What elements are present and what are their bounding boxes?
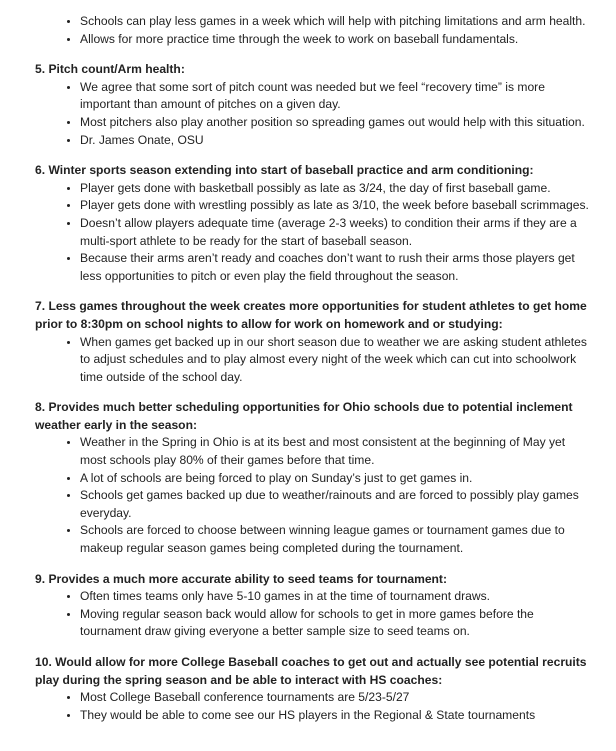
document-sections xyxy=(35,61,590,724)
numbered-section xyxy=(35,399,590,557)
section-bullet-list xyxy=(35,434,590,557)
section-bullet-list xyxy=(35,334,590,387)
bullet-item: • Because their arms aren’t ready and coaches don’t want to rush their arms those players get less opportunities to pitch or even play the field throughout the season. xyxy=(80,250,590,285)
bullet-item: • Moving regular season back would allow for schools to get in more games before the tournament draw giving everyone a better sample size to seed teams on. xyxy=(80,606,590,641)
bullet-item: • Schools are forced to choose between winning league games or tournament games due to makeup regular season games being completed during the tournament. xyxy=(80,522,590,557)
section-bullet-list xyxy=(35,180,590,286)
numbered-section xyxy=(35,298,590,386)
numbered-section xyxy=(35,654,590,724)
bullet-item: • Most College Baseball conference tournaments are 5/23-5/27 xyxy=(80,689,590,707)
section-bullet-list xyxy=(35,689,590,724)
section-bullet-list xyxy=(35,79,590,149)
intro-bullet-list xyxy=(35,13,590,48)
bullet-item: • Often times teams only have 5-10 games in at the time of tournament draws. xyxy=(80,588,590,606)
bullet-item: • Dr. James Onate, OSU xyxy=(80,132,590,150)
section-heading: 9. Provides a much more accurate ability to seed teams for tournament: xyxy=(35,571,447,586)
section-heading: 7. Less games throughout the week creates more opportunities for student athletes to get home prior to 8:30pm on school nights to allow for work on homework and or studying: xyxy=(35,299,587,331)
numbered-section xyxy=(35,162,590,285)
section-heading: 10. Would allow for more College Baseball coaches to get out and actually see potential recruits play during the spring season and be able to interact with HS coaches: xyxy=(35,655,587,687)
bullet-item: • When games get backed up in our short season due to weather we are asking student athletes to adjust schedules and to play almost every night of the week which can cut into schoolwork time outside of the school day. xyxy=(80,334,590,387)
bullet-item: • Allows for more practice time through the week to work on baseball fundamentals. xyxy=(80,31,590,49)
section-heading: 8. Provides much better scheduling opportunities for Ohio schools due to potential inclement weather early in the season: xyxy=(35,400,573,432)
numbered-section xyxy=(35,571,590,641)
bullet-item: • Schools can play less games in a week which will help with pitching limitations and arm health. xyxy=(80,13,590,31)
section-heading: 6. Winter sports season extending into start of baseball practice and arm conditioning: xyxy=(35,163,534,178)
bullet-item: • Player gets done with wrestling possibly as late as 3/10, the week before baseball scrimmages. xyxy=(80,197,590,215)
bullet-item: • Player gets done with basketball possibly as late as 3/24, the day of first baseball game. xyxy=(80,180,590,198)
bullet-item: • Doesn’t allow players adequate time (average 2-3 weeks) to condition their arms if they are a multi-sport athlete to be ready for the start of baseball season. xyxy=(80,215,590,250)
bullet-item: • A lot of schools are being forced to play on Sunday’s just to get games in. xyxy=(80,470,590,488)
bullet-item: • We agree that some sort of pitch count was needed but we feel “recovery time” is more important than amount of pitches on a given day. xyxy=(80,79,590,114)
section-bullet-list xyxy=(35,588,590,641)
bullet-item: • They would be able to come see our HS players in the Regional & State tournaments xyxy=(80,707,590,725)
bullet-item: • Weather in the Spring in Ohio is at its best and most consistent at the beginning of May yet most schools play 80% of their games before that time. xyxy=(80,434,590,469)
section-heading: 5. Pitch count/Arm health: xyxy=(35,62,185,77)
bullet-item: • Schools get games backed up due to weather/rainouts and are forced to possibly play games everyday. xyxy=(80,487,590,522)
bullet-item: • Most pitchers also play another position so spreading games out would help with this situation. xyxy=(80,114,590,132)
numbered-section xyxy=(35,61,590,149)
